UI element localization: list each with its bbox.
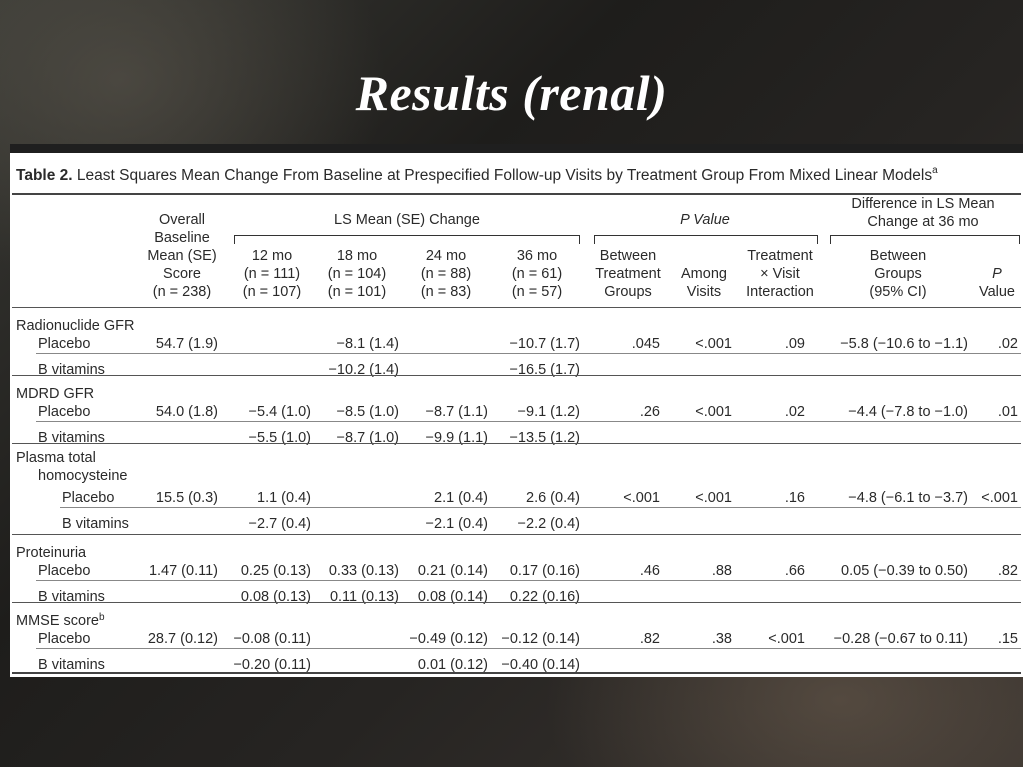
- table-cell-12mo: 0.08 (0.13): [240, 589, 311, 605]
- row-label: B vitamins: [38, 589, 105, 605]
- table-cell-12mo: −5.4 (1.0): [248, 404, 311, 420]
- row-divider: [36, 353, 1021, 354]
- table-cell-36mo: 0.17 (0.16): [509, 563, 580, 579]
- table-cell-36mo: −16.5 (1.7): [509, 362, 580, 378]
- header-baseline: Overall Baseline Mean (SE) Score (n = 238): [147, 212, 217, 300]
- row-label: Placebo: [38, 336, 91, 352]
- table-cell-p-between: <.001: [623, 490, 660, 506]
- results-table: [10, 144, 1023, 677]
- section-divider: [12, 672, 1021, 674]
- table-cell-36mo: −9.1 (1.2): [517, 404, 580, 420]
- table-cell-p-among: <.001: [695, 404, 732, 420]
- table-cell-36mo: 0.22 (0.16): [509, 589, 580, 605]
- table-cell-p-interaction: .16: [784, 490, 805, 506]
- row-label: Placebo: [38, 563, 91, 579]
- table-cell-24mo: −9.9 (1.1): [425, 430, 488, 446]
- table-cell-18mo: −8.7 (1.0): [336, 430, 399, 446]
- row-label: Placebo: [38, 631, 91, 647]
- table-cell-diff-ci: 0.05 (−0.39 to 0.50): [841, 563, 968, 579]
- section-label: Radionuclide GFR: [16, 318, 135, 334]
- section-divider: [12, 443, 1021, 444]
- table-cell-12mo: 0.25 (0.13): [240, 563, 311, 579]
- row-divider: [60, 507, 1021, 508]
- difference-bracket: [830, 235, 1020, 244]
- table-cell-p-interaction: .66: [784, 563, 805, 579]
- table-cell-baseline: 54.0 (1.8): [155, 404, 218, 420]
- row-divider: [36, 580, 1021, 581]
- table-cell-12mo: −0.08 (0.11): [233, 631, 311, 647]
- slide-title: Results (renal): [355, 65, 668, 121]
- table-cell-24mo: 2.1 (0.4): [434, 490, 488, 506]
- table-cell-12mo: −2.7 (0.4): [248, 516, 311, 532]
- table-cell-18mo: −8.1 (1.4): [336, 336, 399, 352]
- table-caption-text: Least Squares Mean Change From Baseline at Prespecified Follow-up Visits by Treatment Group From Mixed Linear Models: [76, 167, 933, 184]
- table-caption-footnote: a: [932, 165, 938, 176]
- table-cell-diff-ci: −4.8 (−6.1 to −3.7): [848, 490, 968, 506]
- table-cell-diff-ci: −0.28 (−0.67 to 0.11): [833, 631, 968, 647]
- row-label: B vitamins: [38, 657, 105, 673]
- row-divider: [36, 421, 1021, 422]
- section-label: MDRD GFR: [16, 386, 95, 402]
- row-divider: [36, 648, 1021, 649]
- table-cell-p-among: <.001: [695, 490, 732, 506]
- table-cell-18mo: −10.2 (1.4): [328, 362, 399, 378]
- section-divider: [12, 602, 1021, 603]
- table-cell-36mo: −13.5 (1.2): [509, 430, 580, 446]
- section-divider: [12, 375, 1021, 376]
- table-cell-24mo: −2.1 (0.4): [425, 516, 488, 532]
- table-cell-p-interaction: .02: [784, 404, 805, 420]
- header-between-groups-ci: Between Groups (95% CI): [869, 248, 927, 300]
- row-label: Placebo: [38, 404, 91, 420]
- header-24mo: 24 mo (n = 88) (n = 83): [420, 248, 472, 300]
- header-difference-group: Difference in LS Mean Change at 36 mo: [851, 196, 995, 230]
- table-cell-36mo: −0.40 (0.14): [501, 657, 580, 673]
- header-p-value: P Value: [978, 266, 1015, 300]
- table-cell-p-among: .88: [711, 563, 732, 579]
- table-cell-diff-ci: −4.4 (−7.8 to −1.0): [848, 404, 968, 420]
- table-cell-diff-p: <.001: [981, 490, 1018, 506]
- header-18mo: 18 mo (n = 104) (n = 101): [327, 248, 387, 300]
- ls-mean-bracket: [234, 235, 580, 244]
- table-cell-36mo: −2.2 (0.4): [517, 516, 580, 532]
- section-label-footnote: b: [99, 612, 105, 623]
- table-cell-p-among: .38: [711, 631, 732, 647]
- table-cell-diff-p: .01: [997, 404, 1018, 420]
- header-36mo: 36 mo (n = 61) (n = 57): [511, 248, 563, 300]
- header-among-visits: Among Visits: [681, 266, 727, 300]
- table-cell-24mo: −0.49 (0.12): [409, 631, 488, 647]
- table-cell-p-among: <.001: [695, 336, 732, 352]
- row-label: B vitamins: [38, 430, 105, 446]
- header-between-treatment: Between Treatment Groups: [595, 248, 661, 300]
- table-cell-12mo: 1.1 (0.4): [257, 490, 311, 506]
- table-cell-12mo: −5.5 (1.0): [248, 430, 311, 446]
- table-cell-18mo: −8.5 (1.0): [336, 404, 399, 420]
- table-cell-36mo: 2.6 (0.4): [526, 490, 580, 506]
- table-cell-diff-p: .02: [997, 336, 1018, 352]
- table-cell-p-interaction: <.001: [768, 631, 805, 647]
- table-cell-p-between: .82: [639, 631, 660, 647]
- table-cell-baseline: 28.7 (0.12): [147, 631, 218, 647]
- p-value-bracket: [594, 235, 818, 244]
- header-bottom-rule: [12, 307, 1021, 308]
- table-cell-p-between: .045: [631, 336, 660, 352]
- header-12mo: 12 mo (n = 111) (n = 107): [242, 248, 302, 300]
- section-label: MMSE score$^b$: [16, 612, 105, 629]
- header-p-value-group: P Value: [680, 212, 730, 228]
- row-label: B vitamins: [38, 362, 105, 378]
- table-cell-baseline: 54.7 (1.9): [155, 336, 218, 352]
- table-cell-24mo: 0.01 (0.12): [417, 657, 488, 673]
- table-cell-18mo: 0.11 (0.13): [329, 589, 399, 605]
- table-cell-24mo: 0.08 (0.14): [417, 589, 488, 605]
- table-cell-36mo: −10.7 (1.7): [509, 336, 580, 352]
- table-cell-p-interaction: .09: [784, 336, 805, 352]
- table-cell-diff-ci: −5.8 (−10.6 to −1.1): [840, 336, 968, 352]
- header-interaction: Treatment × Visit Interaction: [746, 248, 814, 300]
- section-label: Proteinuria: [16, 545, 87, 561]
- table-caption: [16, 167, 938, 185]
- table-caption-label: Table 2.: [16, 167, 73, 184]
- section-label: Plasma total: [16, 450, 96, 466]
- header-ls-mean-group: LS Mean (SE) Change: [334, 212, 480, 228]
- row-label: B vitamins: [62, 516, 129, 532]
- table-cell-12mo: −0.20 (0.11): [233, 657, 311, 673]
- section-label-line2: homocysteine: [38, 468, 128, 484]
- table-cell-36mo: −0.12 (0.14): [501, 631, 580, 647]
- table-cell-18mo: 0.33 (0.13): [328, 563, 399, 579]
- table-cell-p-between: .46: [639, 563, 660, 579]
- row-label: Placebo: [62, 490, 115, 506]
- table-cell-diff-p: .82: [997, 563, 1018, 579]
- table-cell-diff-p: .15: [997, 631, 1018, 647]
- table-cell-24mo: −8.7 (1.1): [425, 404, 488, 420]
- table-cell-p-between: .26: [639, 404, 660, 420]
- table-cell-24mo: 0.21 (0.14): [417, 563, 488, 579]
- section-divider: [12, 534, 1021, 535]
- table-cell-baseline: 1.47 (0.11): [148, 563, 218, 579]
- table-cell-baseline: 15.5 (0.3): [155, 490, 218, 506]
